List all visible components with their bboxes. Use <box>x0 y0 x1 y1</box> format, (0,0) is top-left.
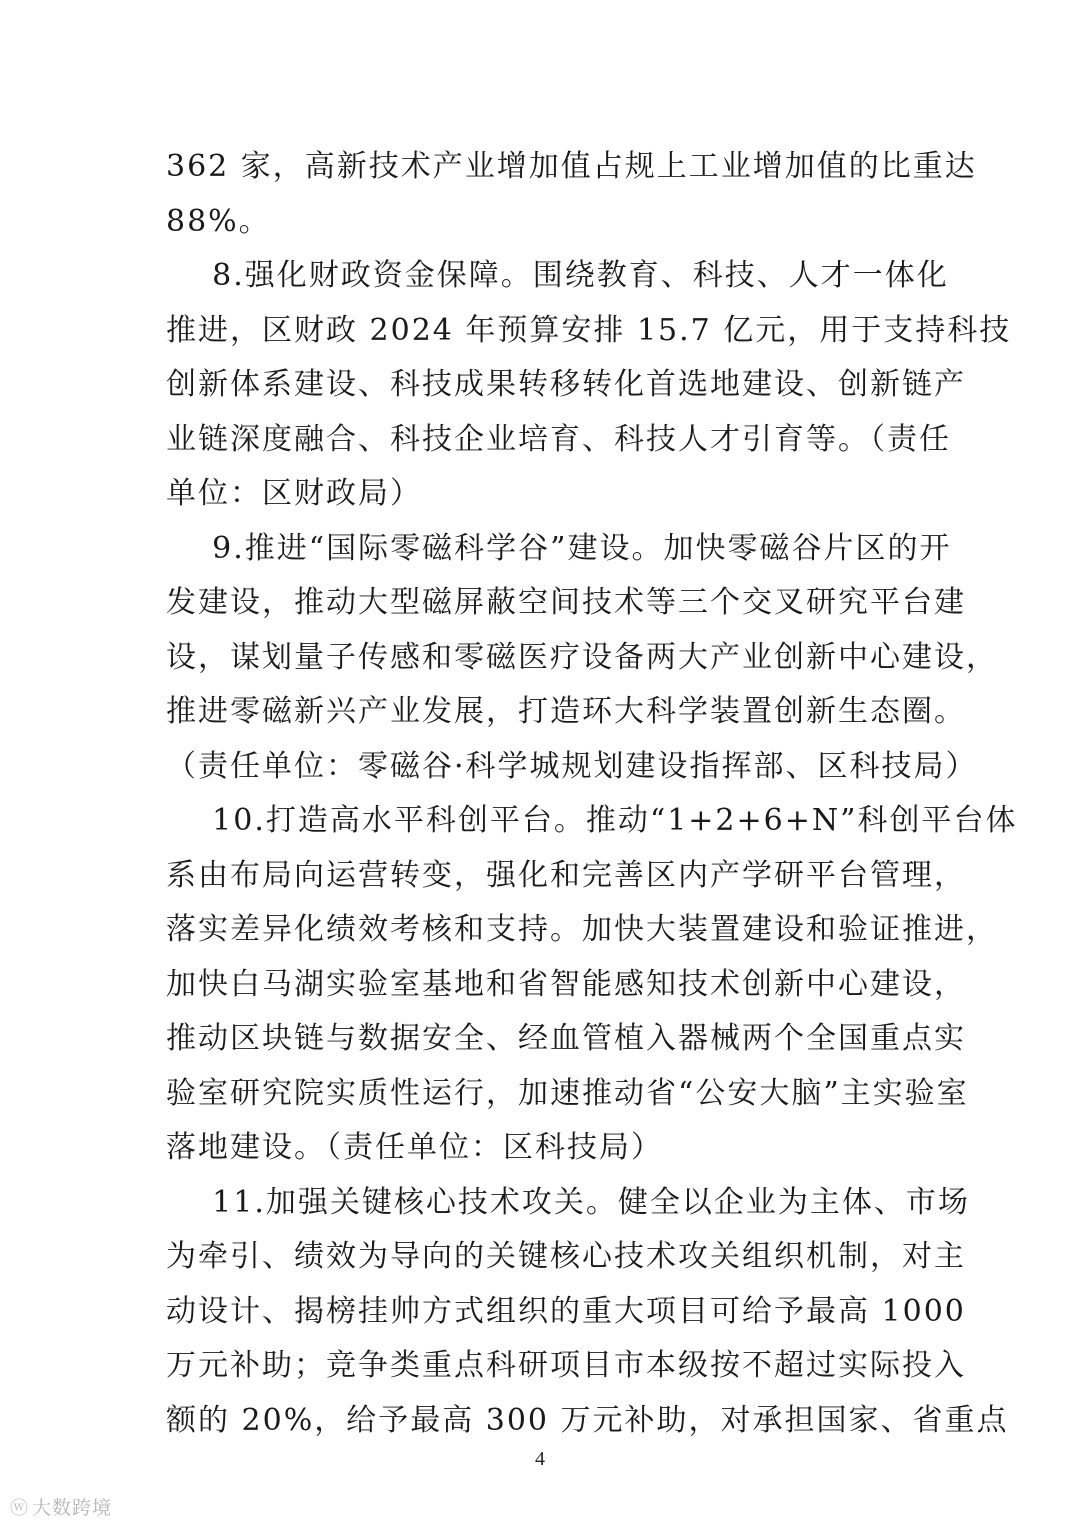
text-line: 万元补助；竞争类重点科研项目市本级按不超过实际投入 <box>166 1348 966 1383</box>
text-line: 业链深度融合、科技企业培育、科技人才引育等。（责任 <box>166 421 951 457</box>
text-line: 单位：区财政局） <box>166 476 422 511</box>
weibo-logo-icon: ⓦ <box>10 1497 28 1519</box>
text-line: 加快白马湖实验室基地和省智能感知技术创新中心建设， <box>166 966 966 1002</box>
watermark <box>10 1493 112 1520</box>
text-line: 额的 20%，给予最高 300 万元补助，对承担国家、省重点 <box>166 1402 1009 1438</box>
watermark-text: 大数跨境 <box>32 1497 113 1519</box>
text-line: 落实差异化绩效考核和支持。加快大装置建设和验证推进， <box>166 912 998 947</box>
text-line: 验室研究院实质性运行，加速推动省“公安大脑”主实验室 <box>166 1075 969 1111</box>
page-number: 4 <box>535 1448 545 1470</box>
text-line: 发建设，推动大型磁屏蔽空间技术等三个交叉研究平台建 <box>166 585 966 620</box>
text-line: 11.加强关键核心技术攻关。健全以企业为主体、市场 <box>166 1184 970 1220</box>
text-line: 88%。 <box>166 203 271 239</box>
text-line: 为牵引、绩效为导向的关键核心技术攻关组织机制，对主 <box>166 1239 966 1274</box>
text-line: 推动区块链与数据安全、经血管植入器械两个全国重点实 <box>166 1021 966 1056</box>
text-line: 设，谋划量子传感和零磁医疗设备两大产业创新中心建设， <box>166 639 998 675</box>
text-line: （责任单位：零磁谷·科学城规划建设指挥部、区科技局） <box>166 748 978 784</box>
text-line: 落地建设。（责任单位：区科技局） <box>166 1130 663 1165</box>
text-line: 10.打造高水平科创平台。推动“1+2+6+N”科创平台体 <box>166 803 1018 838</box>
text-line: 推进零磁新兴产业发展，打造环大科学装置创新生态圈。 <box>166 694 966 729</box>
text-line: 8.强化财政资金保障。围绕教育、科技、人才一体化 <box>166 258 949 293</box>
text-line: 动设计、揭榜挂帅方式组织的重大项目可给予最高 1000 <box>166 1293 966 1329</box>
text-line: 推进，区财政 2024 年预算安排 15.7 亿元，用于支持科技 <box>166 312 1012 348</box>
text-line: 9.推进“国际零磁科学谷”建设。加快零磁谷片区的开 <box>166 530 952 566</box>
text-line: 创新体系建设、科技成果转移转化首选地建设、创新链产 <box>166 367 966 402</box>
document-body <box>166 140 1018 1448</box>
text-line: 系由布局向运营转变，强化和完善区内产学研平台管理， <box>166 857 966 893</box>
text-line: 362 家，高新技术产业增加值占规上工业增加值的比重达 <box>166 149 977 184</box>
